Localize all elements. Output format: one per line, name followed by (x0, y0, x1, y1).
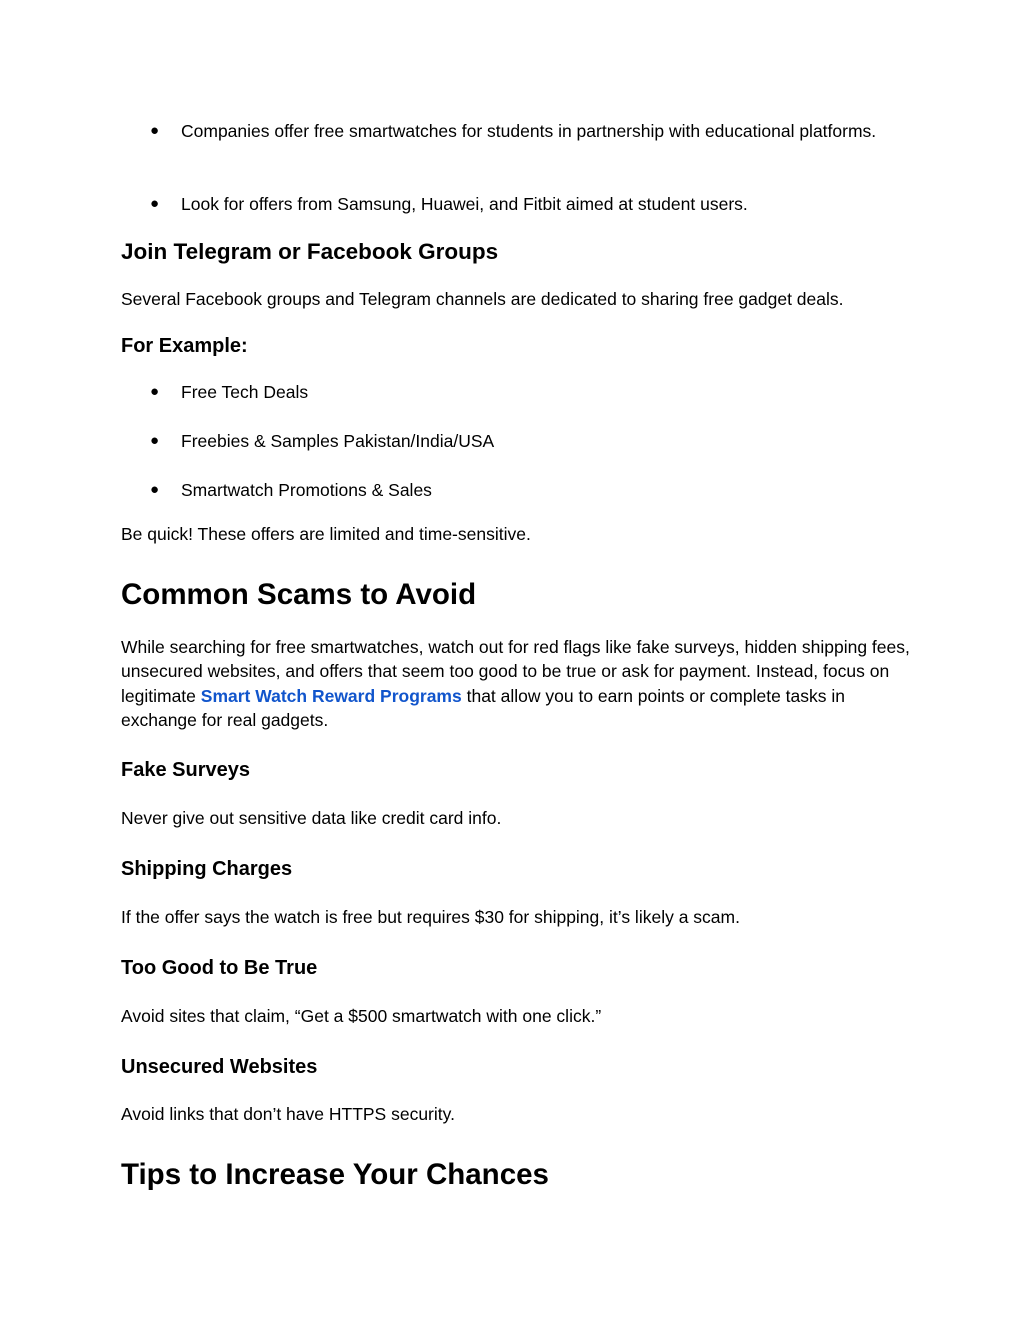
page-section-title: Common Scams to Avoid (121, 578, 477, 611)
bullet-icon: ● (150, 481, 160, 498)
scams-intro-paragraph (121, 635, 911, 732)
example-heading: For Example: (121, 335, 248, 357)
scam-description: Avoid sites that claim, “Get a $500 smartwatch with one click.” (121, 1006, 602, 1026)
scam-heading: Unsecured Websites (121, 1056, 318, 1078)
page-section-title: Tips to Increase Your Chances (121, 1158, 549, 1191)
scam-description: If the offer says the watch is free but requires $30 for shipping, it’s likely a scam. (121, 907, 740, 927)
scam-description: Avoid links that don’t have HTTPS security. (121, 1104, 455, 1124)
paragraph-text: that allow you to earn points or complete tasks in exchange for real gadgets. (121, 685, 845, 730)
bullet-icon: ● (150, 383, 160, 400)
bullet-icon: ● (150, 432, 160, 449)
scam-description: Never give out sensitive data like credit card info. (121, 808, 502, 828)
scam-heading: Fake Surveys (121, 759, 250, 781)
scam-heading: Too Good to Be True (121, 957, 318, 979)
scam-heading: Shipping Charges (121, 858, 293, 880)
bullet-icon: ● (150, 195, 160, 212)
list-item-text: Look for offers from Samsung, Huawei, and Fitbit aimed at student users. (181, 194, 748, 214)
reward-programs-link[interactable]: Smart Watch Reward Programs (200, 685, 462, 706)
list-item-text: Freebies & Samples Pakistan/India/USA (181, 431, 495, 451)
list-item-text: Companies offer free smartwatches for students in partnership with educational platforms. (181, 121, 877, 141)
list-item-text: Smartwatch Promotions & Sales (181, 480, 432, 500)
note-text: Be quick! These offers are limited and time-sensitive. (121, 524, 531, 544)
paragraph-text: While searching for free smartwatches, watch out for red flags like fake surveys, hidden shipping fees, unsecured websites, and offers that seem too good to be true or ask for payment. Instead, focus on legitimate (121, 637, 910, 706)
bullet-icon: ● (150, 122, 160, 139)
section-intro: Several Facebook groups and Telegram channels are dedicated to sharing free gadget deals. (121, 289, 844, 309)
section-heading: Join Telegram or Facebook Groups (121, 239, 499, 264)
list-item-text: Free Tech Deals (181, 382, 309, 402)
